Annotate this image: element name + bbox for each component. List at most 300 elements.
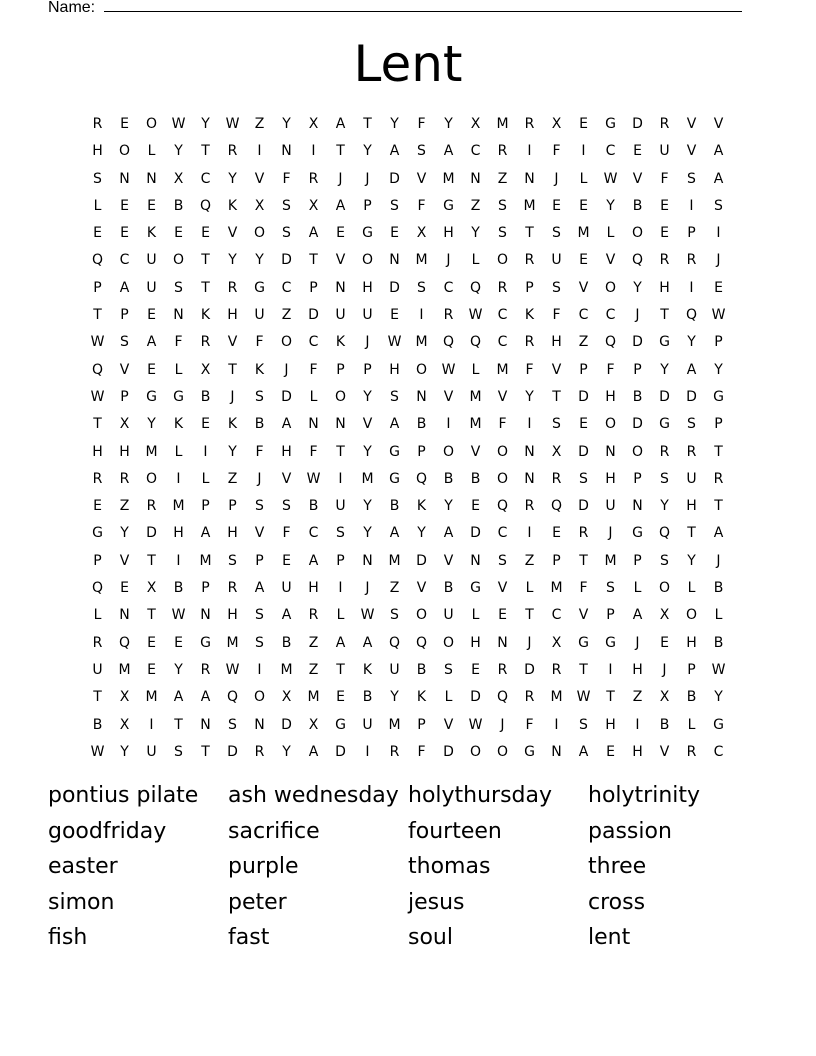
grid-letter: E	[390, 225, 399, 242]
grid-letter: G	[605, 116, 616, 132]
grid-letter: M	[145, 689, 158, 706]
grid-letter: G	[659, 334, 670, 351]
word-bank-item: sacrifice	[228, 818, 320, 844]
grid-letter: S	[552, 416, 561, 433]
word-bank-item: fish	[48, 925, 88, 950]
grid-letter: I	[257, 661, 262, 678]
grid-letter: F	[417, 116, 426, 132]
grid-letter: K	[227, 197, 238, 214]
grid-letter: Y	[390, 116, 399, 132]
grid-letter: A	[173, 689, 184, 706]
grid-letter: M	[415, 252, 428, 269]
grid-letter: P	[201, 498, 210, 515]
grid-letter: N	[524, 470, 535, 487]
grid-letter: T	[552, 388, 561, 405]
grid-letter: M	[388, 716, 401, 733]
grid-letter: G	[389, 470, 400, 487]
grid-letter: R	[524, 334, 535, 351]
grid-letter: R	[389, 743, 400, 760]
grid-letter: D	[578, 443, 589, 460]
grid-letter: E	[579, 416, 588, 433]
grid-letter: Y	[444, 116, 453, 132]
grid-letter: W	[387, 334, 402, 351]
grid-letter: Z	[308, 634, 319, 651]
grid-letter: T	[714, 443, 723, 460]
grid-letter: S	[498, 552, 507, 569]
grid-letter: N	[605, 443, 616, 460]
grid-letter: L	[687, 580, 696, 597]
grid-letter: E	[147, 634, 156, 651]
grid-row	[84, 602, 732, 629]
grid-letter: H	[92, 143, 103, 160]
grid-letter: Y	[255, 252, 264, 269]
grid-letter: C	[551, 607, 562, 624]
grid-letter: V	[605, 252, 616, 269]
grid-letter: S	[282, 225, 291, 242]
grid-row	[84, 520, 732, 547]
grid-letter: R	[659, 252, 670, 269]
grid-letter: P	[525, 279, 534, 296]
grid-letter: U	[281, 580, 292, 597]
grid-letter: G	[173, 388, 184, 405]
grid-letter: P	[552, 552, 561, 569]
grid-letter: R	[227, 143, 238, 160]
word-bank-item: cross	[588, 889, 646, 915]
grid-letter: I	[176, 552, 181, 569]
grid-letter: F	[174, 334, 183, 351]
grid-letter: D	[632, 416, 643, 433]
grid-letter: R	[308, 607, 319, 624]
grid-letter: R	[551, 470, 562, 487]
grid-letter: J	[716, 552, 721, 569]
grid-letter: L	[93, 607, 102, 624]
name-underline[interactable]	[104, 0, 742, 12]
grid-letter: P	[633, 470, 642, 487]
grid-letter: M	[415, 334, 428, 351]
grid-letter: P	[633, 552, 642, 569]
grid-letter: I	[338, 470, 343, 487]
grid-row	[84, 302, 732, 329]
grid-letter: D	[470, 525, 481, 542]
grid-letter: S	[282, 498, 291, 515]
grid-letter: N	[335, 279, 346, 296]
grid-letter: E	[498, 607, 507, 624]
word-bank-item: fast	[228, 925, 270, 950]
grid-letter: R	[551, 661, 562, 678]
grid-letter: S	[336, 525, 345, 542]
grid-letter: A	[200, 689, 211, 706]
grid-letter: M	[172, 498, 185, 515]
grid-letter: F	[606, 361, 615, 378]
grid-letter: J	[365, 170, 370, 187]
grid-letter: Z	[578, 334, 589, 351]
word-bank-item: lent	[588, 925, 631, 950]
grid-letter: S	[390, 607, 399, 624]
grid-letter: B	[632, 388, 643, 405]
grid-letter: M	[550, 580, 563, 597]
grid-letter: E	[120, 116, 129, 132]
grid-letter: X	[416, 225, 427, 242]
grid-letter: R	[524, 498, 535, 515]
grid-letter: A	[713, 525, 724, 542]
grid-letter: F	[660, 170, 669, 187]
grid-letter: S	[93, 170, 102, 187]
grid-letter: Q	[91, 361, 104, 378]
grid-letter: X	[173, 170, 184, 187]
grid-letter: S	[174, 743, 183, 760]
grid-letter: I	[527, 525, 532, 542]
grid-row	[84, 493, 732, 520]
grid-letter: T	[714, 498, 723, 515]
grid-letter: X	[551, 634, 562, 651]
grid-letter: T	[660, 307, 669, 324]
word-bank-item: three	[588, 854, 647, 879]
grid-letter: I	[527, 416, 532, 433]
grid-letter: V	[227, 334, 238, 351]
grid-letter: D	[578, 388, 589, 405]
grid-letter: B	[281, 634, 292, 651]
grid-letter: Y	[525, 388, 534, 405]
grid-letter: J	[608, 525, 613, 542]
grid-letter: T	[201, 252, 210, 269]
grid-letter: D	[335, 743, 346, 760]
grid-letter: S	[714, 197, 723, 214]
grid-letter: A	[308, 743, 319, 760]
grid-letter: X	[659, 607, 670, 624]
grid-letter: A	[335, 116, 346, 132]
grid-letter: J	[338, 170, 343, 187]
grid-letter: R	[200, 334, 211, 351]
grid-letter: G	[632, 525, 643, 542]
grid-letter: P	[228, 498, 237, 515]
grid-letter: N	[308, 416, 319, 433]
grid-letter: W	[90, 743, 105, 760]
grid-letter: N	[119, 170, 130, 187]
grid-letter: O	[631, 225, 644, 242]
grid-letter: M	[145, 443, 158, 460]
grid-letter: J	[635, 307, 640, 324]
grid-letter: X	[119, 416, 130, 433]
grid-letter: A	[335, 197, 346, 214]
grid-letter: L	[579, 170, 588, 187]
grid-letter: D	[686, 388, 697, 405]
grid-row	[84, 630, 732, 657]
grid-letter: P	[336, 552, 345, 569]
grid-letter: V	[713, 116, 724, 132]
grid-letter: A	[632, 607, 643, 624]
grid-letter: Y	[363, 525, 372, 542]
grid-letter: S	[417, 143, 426, 160]
grid-row	[84, 247, 732, 274]
grid-letter: J	[284, 361, 289, 378]
grid-letter: I	[419, 307, 424, 324]
grid-letter: T	[174, 716, 183, 733]
grid-letter: T	[93, 416, 102, 433]
grid-letter: K	[416, 498, 427, 515]
name-field[interactable]	[48, 0, 742, 18]
grid-letter: I	[716, 225, 721, 242]
grid-letter: C	[497, 334, 508, 351]
grid-letter: X	[551, 443, 562, 460]
grid-letter: J	[257, 470, 262, 487]
grid-letter: I	[554, 716, 559, 733]
grid-letter: I	[446, 416, 451, 433]
grid-letter: R	[497, 143, 508, 160]
grid-letter: E	[660, 634, 669, 651]
grid-letter: P	[687, 225, 696, 242]
grid-letter: O	[334, 388, 347, 405]
grid-letter: L	[444, 689, 453, 706]
grid-letter: X	[119, 716, 130, 733]
grid-letter: J	[365, 580, 370, 597]
grid-letter: F	[255, 334, 264, 351]
grid-letter: V	[362, 416, 373, 433]
grid-letter: Y	[174, 661, 183, 678]
grid-letter: T	[525, 225, 534, 242]
word-bank-item: simon	[48, 889, 115, 915]
grid-letter: O	[604, 279, 617, 296]
grid-letter: W	[711, 661, 726, 678]
grid-letter: P	[417, 716, 426, 733]
grid-letter: Z	[524, 552, 535, 569]
grid-letter: Y	[606, 197, 615, 214]
grid-letter: R	[92, 634, 103, 651]
grid-letter: Y	[363, 143, 372, 160]
grid-letter: P	[417, 443, 426, 460]
grid-letter: S	[498, 225, 507, 242]
grid-letter: X	[308, 116, 319, 132]
grid-letter: L	[147, 143, 156, 160]
grid-letter: B	[632, 197, 643, 214]
grid-letter: Q	[604, 334, 617, 351]
grid-letter: W	[468, 716, 483, 733]
grid-letter: J	[446, 252, 451, 269]
grid-letter: V	[551, 361, 562, 378]
grid-letter: Y	[714, 361, 723, 378]
grid-letter: D	[632, 334, 643, 351]
grid-letter: E	[579, 116, 588, 132]
grid-letter: R	[578, 525, 589, 542]
grid-letter: A	[443, 143, 454, 160]
grid-letter: K	[146, 225, 157, 242]
grid-letter: A	[362, 634, 373, 651]
grid-letter: E	[552, 525, 561, 542]
grid-letter: Y	[282, 743, 291, 760]
grid-letter: A	[686, 361, 697, 378]
grid-letter: O	[280, 334, 293, 351]
grid-letter: S	[228, 716, 237, 733]
grid-letter: Z	[119, 498, 130, 515]
grid-letter: D	[227, 743, 238, 760]
grid-letter: H	[119, 443, 130, 460]
grid-letter: O	[361, 252, 374, 269]
grid-letter: W	[576, 689, 591, 706]
grid-row	[84, 657, 732, 684]
grid-letter: W	[441, 361, 456, 378]
grid-letter: S	[390, 197, 399, 214]
grid-letter: A	[308, 552, 319, 569]
grid-letter: Q	[550, 498, 563, 515]
grid-letter: B	[713, 580, 724, 597]
grid-letter: W	[711, 307, 726, 324]
grid-letter: P	[93, 552, 102, 569]
word-search-grid	[84, 111, 732, 766]
grid-letter: H	[227, 307, 238, 324]
grid-letter: X	[254, 197, 265, 214]
grid-letter: U	[92, 661, 103, 678]
grid-letter: Z	[497, 170, 508, 187]
grid-letter: S	[579, 470, 588, 487]
grid-letter: Y	[471, 225, 480, 242]
grid-letter: B	[173, 197, 184, 214]
grid-letter: U	[146, 252, 157, 269]
grid-letter: F	[309, 361, 318, 378]
grid-letter: H	[632, 743, 643, 760]
grid-letter: Q	[226, 689, 239, 706]
grid-letter: H	[308, 580, 319, 597]
grid-letter: E	[174, 634, 183, 651]
grid-letter: C	[497, 307, 508, 324]
grid-letter: P	[363, 197, 372, 214]
grid-letter: R	[308, 170, 319, 187]
grid-row	[84, 439, 732, 466]
grid-letter: A	[281, 416, 292, 433]
grid-letter: N	[497, 634, 508, 651]
grid-letter: X	[470, 116, 481, 132]
grid-letter: R	[497, 279, 508, 296]
grid-letter: P	[363, 361, 372, 378]
grid-letter: Q	[658, 525, 671, 542]
grid-letter: I	[149, 716, 154, 733]
grid-letter: U	[686, 470, 697, 487]
grid-letter: N	[632, 498, 643, 515]
grid-letter: O	[253, 689, 266, 706]
grid-letter: B	[308, 498, 319, 515]
grid-letter: H	[686, 634, 697, 651]
grid-letter: S	[228, 552, 237, 569]
grid-letter: Y	[228, 443, 237, 460]
grid-letter: M	[226, 634, 239, 651]
grid-letter: H	[227, 525, 238, 542]
grid-letter: V	[119, 361, 130, 378]
grid-letter: T	[201, 279, 210, 296]
grid-letter: B	[254, 416, 265, 433]
grid-letter: T	[579, 552, 588, 569]
grid-letter: R	[227, 279, 238, 296]
grid-letter: S	[606, 580, 615, 597]
grid-letter: X	[119, 689, 130, 706]
grid-letter: I	[176, 470, 181, 487]
grid-letter: M	[307, 689, 320, 706]
grid-letter: D	[443, 743, 454, 760]
grid-letter: P	[606, 607, 615, 624]
grid-letter: R	[659, 116, 670, 132]
grid-letter: O	[658, 580, 671, 597]
grid-letter: R	[686, 252, 697, 269]
grid-letter: O	[496, 743, 509, 760]
grid-letter: G	[605, 634, 616, 651]
grid-letter: V	[632, 170, 643, 187]
grid-letter: E	[336, 225, 345, 242]
grid-row	[84, 138, 732, 165]
grid-letter: Y	[363, 443, 372, 460]
grid-letter: B	[713, 634, 724, 651]
grid-letter: W	[90, 388, 105, 405]
grid-letter: V	[119, 552, 130, 569]
grid-letter: N	[200, 716, 211, 733]
grid-letter: I	[311, 143, 316, 160]
grid-letter: E	[471, 661, 480, 678]
grid-row	[84, 275, 732, 302]
grid-letter: G	[578, 634, 589, 651]
grid-letter: P	[201, 580, 210, 597]
grid-letter: W	[171, 607, 186, 624]
grid-letter: S	[255, 607, 264, 624]
grid-letter: O	[442, 634, 455, 651]
grid-letter: E	[552, 197, 561, 214]
grid-letter: O	[172, 252, 185, 269]
grid-row	[84, 411, 732, 438]
grid-letter: T	[336, 661, 345, 678]
grid-letter: Y	[417, 525, 426, 542]
grid-letter: A	[254, 580, 265, 597]
grid-letter: L	[471, 361, 480, 378]
grid-letter: R	[497, 661, 508, 678]
grid-letter: E	[201, 225, 210, 242]
grid-letter: N	[470, 552, 481, 569]
word-bank-item: holythursday	[408, 783, 553, 808]
grid-letter: D	[524, 661, 535, 678]
grid-letter: T	[606, 689, 615, 706]
grid-letter: Y	[147, 416, 156, 433]
grid-letter: M	[550, 689, 563, 706]
grid-letter: F	[282, 170, 291, 187]
grid-letter: K	[335, 334, 346, 351]
grid-letter: B	[416, 416, 427, 433]
grid-letter: L	[471, 252, 480, 269]
grid-letter: G	[335, 716, 346, 733]
grid-letter: M	[361, 470, 374, 487]
grid-letter: Z	[227, 470, 238, 487]
grid-letter: N	[146, 170, 157, 187]
grid-letter: F	[552, 143, 561, 160]
grid-letter: K	[173, 416, 184, 433]
grid-letter: G	[146, 388, 157, 405]
grid-letter: Q	[415, 634, 428, 651]
grid-letter: Y	[228, 252, 237, 269]
grid-letter: B	[686, 689, 697, 706]
grid-letter: O	[253, 225, 266, 242]
grid-letter: V	[659, 743, 670, 760]
grid-letter: H	[551, 334, 562, 351]
grid-letter: S	[579, 716, 588, 733]
grid-letter: I	[689, 279, 694, 296]
word-bank-item: holytrinity	[588, 783, 701, 808]
grid-letter: B	[92, 716, 103, 733]
grid-letter: G	[713, 716, 724, 733]
grid-letter: Y	[120, 743, 129, 760]
grid-letter: Q	[91, 252, 104, 269]
grid-letter: I	[527, 143, 532, 160]
grid-letter: E	[336, 689, 345, 706]
grid-letter: V	[497, 388, 508, 405]
grid-letter: O	[415, 361, 428, 378]
grid-letter: C	[605, 143, 616, 160]
grid-letter: T	[93, 689, 102, 706]
grid-letter: E	[120, 225, 129, 242]
grid-letter: A	[281, 607, 292, 624]
grid-letter: A	[119, 279, 130, 296]
